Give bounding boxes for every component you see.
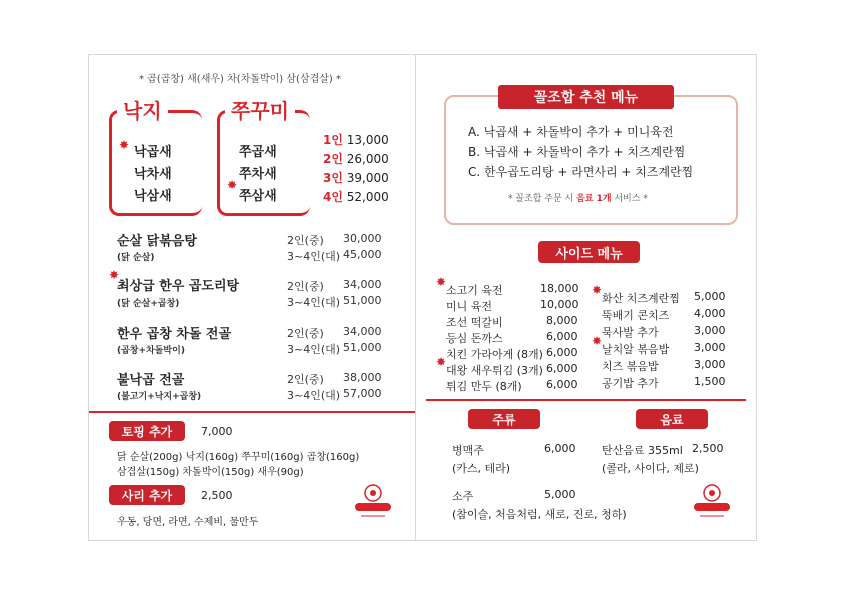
dish-size: 3~4인(대): [287, 296, 341, 309]
dish-name: 순살 닭볶음탕: [117, 234, 197, 249]
star-icon: ✸: [109, 268, 120, 282]
dish-price: 38,000: [343, 371, 382, 384]
dish-price: 34,000: [343, 325, 382, 338]
serving-price: 13,000: [346, 133, 389, 147]
serving-label: 1인: [323, 133, 343, 147]
dish-sub: (곱창+차돌박이): [117, 346, 185, 356]
drink-item: 탄산음료 355ml: [602, 444, 683, 457]
liquor-title: 주류: [468, 409, 540, 429]
star-icon: ✸: [592, 334, 603, 348]
serving-label: 4인: [323, 190, 343, 204]
dish-size: 2인(중): [287, 234, 324, 247]
divider: [426, 399, 746, 401]
side-item-price: 6,000: [546, 346, 578, 359]
dish-size: 2인(중): [287, 373, 324, 386]
side-item-price: 1,500: [694, 375, 726, 388]
side-item-price: 10,000: [540, 298, 579, 311]
dish-name: 한우 곱창 차돌 전골: [117, 327, 232, 342]
abbreviation-note: * 곱(곱창) 새(새우) 차(차돌박이) 삼(삼겹살) *: [139, 74, 342, 85]
topping-badge: 토핑 추가: [109, 421, 185, 441]
side-item-price: 5,000: [694, 290, 726, 303]
star-icon: ✸: [227, 178, 238, 192]
dish-price: 51,000: [343, 294, 382, 307]
nakji-item: 낙곱새: [134, 145, 172, 160]
side-item-name: 대왕 새우튀김 (3개): [446, 364, 543, 377]
recommend-item: C. 한우곱도리탕 + 라면사리 + 치즈계란찜: [468, 165, 694, 179]
topping-list: 닭 순살(200g) 낙지(160g) 쭈꾸미(160g) 곱창(160g): [117, 452, 360, 463]
side-item-name: 조선 떡갈비: [446, 316, 503, 329]
nakji-item: 낙차새: [134, 167, 172, 182]
side-item-name: 소고기 육전: [446, 284, 503, 297]
dish-sub: (닭 순살): [117, 253, 155, 263]
jjukkumi-title: 쭈꾸미: [225, 95, 295, 124]
sari-price: 2,500: [201, 489, 233, 502]
serving-label: 3인: [323, 171, 343, 185]
drink-price: 2,500: [692, 442, 724, 455]
jjukkumi-item: 쭈곱새: [239, 145, 277, 160]
liquor-item: 병맥주: [452, 444, 484, 457]
side-item-price: 4,000: [694, 307, 726, 320]
liquor-price: 5,000: [544, 488, 576, 501]
sari-list: 우동, 당면, 라면, 수제비, 물만두: [117, 517, 259, 528]
serving-price: 39,000: [346, 171, 389, 185]
dish-size: 3~4인(대): [287, 250, 341, 263]
restaurant-logo: [692, 483, 732, 523]
side-item-name: 날치알 볶음밥: [602, 343, 670, 356]
side-item-name: 튀김 만두 (8개): [446, 380, 522, 393]
side-item-price: 3,000: [694, 324, 726, 337]
side-item-name: 뚝배기 콘치즈: [602, 309, 670, 322]
side-item-price: 18,000: [540, 282, 579, 295]
topping-list: 삼겹살(150g) 차돌박이(150g) 새우(90g): [117, 467, 304, 478]
dish-price: 57,000: [343, 387, 382, 400]
side-item-price: 3,000: [694, 358, 726, 371]
dish-size: 3~4인(대): [287, 389, 341, 402]
dish-price: 51,000: [343, 341, 382, 354]
serving-price: 52,000: [346, 190, 389, 204]
side-item-price: 6,000: [546, 378, 578, 391]
divider: [89, 411, 415, 413]
side-menu-title: 사이드 메뉴: [538, 241, 640, 263]
recommend-item: B. 낙곱새 + 차돌박이 추가 + 치즈계란찜: [468, 145, 686, 159]
star-icon: ✸: [592, 283, 603, 297]
side-item-price: 6,000: [546, 362, 578, 375]
dish-price: 34,000: [343, 278, 382, 291]
side-item-price: 6,000: [546, 330, 578, 343]
side-item-name: 등심 돈까스: [446, 332, 503, 345]
dish-price: 30,000: [343, 232, 382, 245]
liquor-price: 6,000: [544, 442, 576, 455]
dish-size: 3~4인(대): [287, 343, 341, 356]
sari-badge: 사리 추가: [109, 485, 185, 505]
topping-price: 7,000: [201, 425, 233, 438]
side-item-name: 치즈 볶음밥: [602, 360, 659, 373]
dish-sub: (불고기+낙지+곱창): [117, 392, 202, 402]
jjukkumi-item: 쭈삼새: [239, 189, 277, 204]
drink-sub: (콜라, 사이다, 제로): [602, 462, 699, 475]
dish-price: 45,000: [343, 248, 382, 261]
dish-name: 불낙곱 전골: [117, 373, 185, 388]
star-icon: ✸: [436, 355, 447, 369]
star-icon: ✸: [119, 138, 130, 152]
side-item-price: 3,000: [694, 341, 726, 354]
recommend-item: A. 낙곱새 + 차돌박이 추가 + 미니육전: [468, 125, 674, 139]
recommend-note: * 꼴조합 주문 시 음료 1개 서비스 *: [508, 194, 648, 204]
serving-price: 26,000: [346, 152, 389, 166]
side-item-price: 8,000: [546, 314, 578, 327]
side-item-name: 묵사발 추가: [602, 326, 659, 339]
dish-sub: (닭 순살+곱창): [117, 299, 180, 309]
jjukkumi-item: 쭈차새: [239, 167, 277, 182]
left-menu-page: [88, 54, 416, 541]
serving-label: 2인: [323, 152, 343, 166]
recommend-box: [444, 95, 738, 225]
restaurant-logo: [353, 483, 393, 523]
side-item-name: 치킨 가라아게 (8개): [446, 348, 543, 361]
drinks-title: 음료: [636, 409, 708, 429]
side-item-name: 미니 육전: [446, 300, 493, 313]
nakji-item: 낙삼새: [134, 189, 172, 204]
right-menu-page: [415, 54, 757, 541]
star-icon: ✸: [436, 275, 447, 289]
nakji-title: 낙지: [117, 95, 168, 124]
dish-name: 최상급 한우 곱도리탕: [117, 279, 240, 294]
liquor-item: 소주: [452, 490, 474, 503]
dish-size: 2인(중): [287, 327, 324, 340]
liquor-sub: (카스, 테라): [452, 462, 511, 475]
liquor-sub: (참이슬, 처음처럼, 새로, 진로, 청하): [452, 508, 627, 521]
side-item-name: 공기밥 추가: [602, 377, 659, 390]
side-item-name: 화산 치즈계란찜: [602, 292, 680, 305]
dish-size: 2인(중): [287, 280, 324, 293]
recommend-title: 꼴조합 추천 메뉴: [498, 85, 674, 109]
